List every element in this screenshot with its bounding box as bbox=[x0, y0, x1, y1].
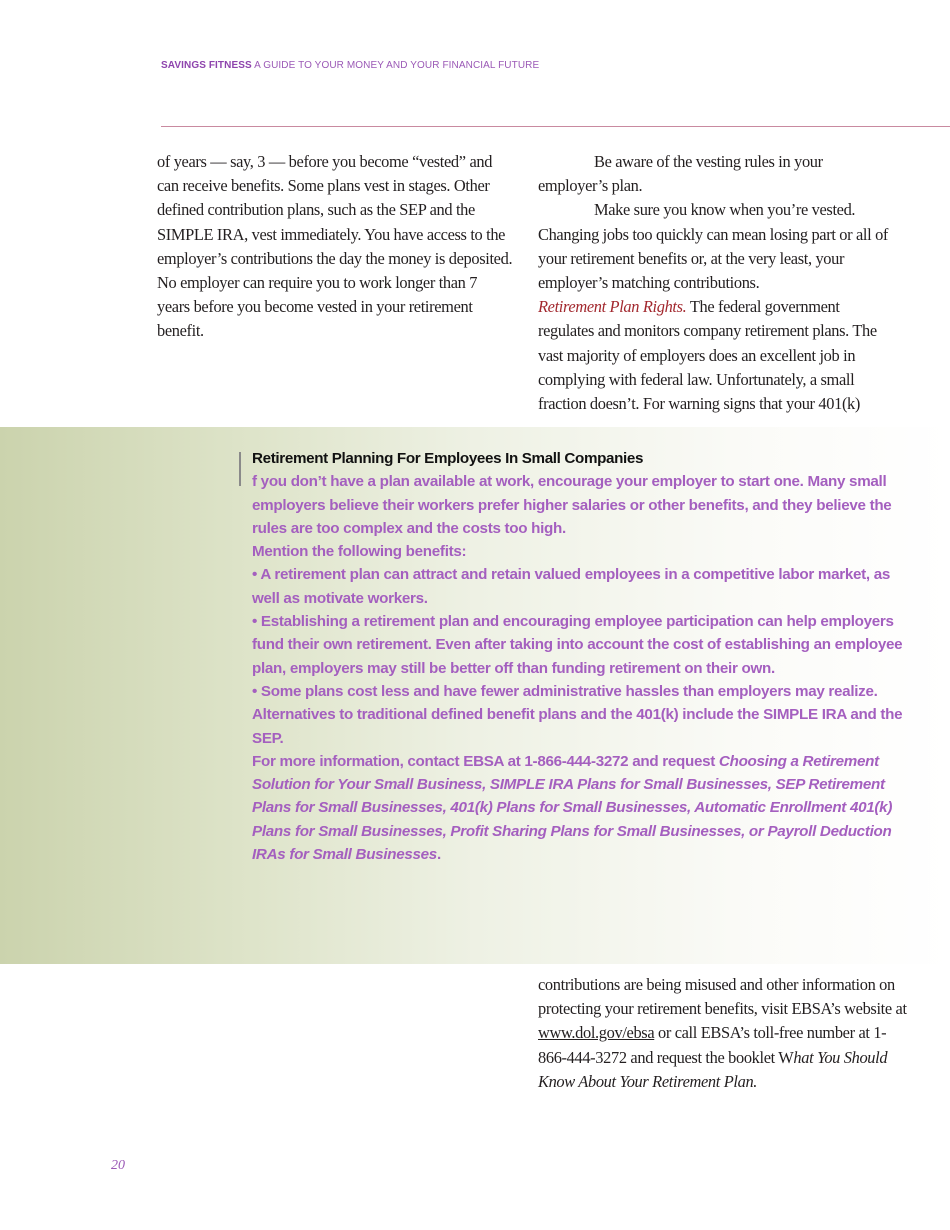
vested-paragraph: Make sure you know when you’re vested. Changing jobs too quickly can mean losing part or all of your retirement benefits or, at the very least, your employer’s matching contributions. bbox=[538, 200, 889, 293]
sidebar-bullet: • Establishing a retirement plan and encouraging employee participation can help employers fund their own retirement. Even after taking into account the cost of establishing an employee plan, employers may still be better off than funding retirement on their own. bbox=[252, 613, 903, 677]
more-info-titles: Choosing a Retirement Solution for Your Small Business, SIMPLE IRA Plans for Small Businesses, SEP Retirement Plans for Small Businesses, 401(k) Plans for Small Businesses, Automatic Enrollment 401(k) Plans for Small Businesses, Profit Sharing Plans for Small Businesses, or Payroll Deduction IRAs for Small Businesses bbox=[252, 752, 893, 864]
header-brand: SAVINGS FITNESS bbox=[161, 60, 252, 71]
sidebar-mention: Mention the following benefits: bbox=[252, 543, 467, 561]
sidebar-intro: f you don’t have a plan available at work, encourage your employer to start one. Many small employers believe their workers prefer higher salaries or other benefits, and they believe the rules are too complex and the costs too high. bbox=[252, 473, 892, 537]
left-column bbox=[157, 150, 513, 344]
sidebar-title: Retirement Planning For Employees In Small Companies bbox=[252, 450, 644, 467]
continued-text-2: or call EBSA’s toll-free number at 1-866-444-3272 and request the booklet W bbox=[538, 1023, 887, 1067]
sidebar-accent-bar bbox=[239, 452, 241, 486]
more-info-suffix: . bbox=[436, 846, 441, 864]
more-info-prefix: For more information, contact EBSA at 1-866-444-3272 and request bbox=[252, 752, 715, 770]
sidebar-bullet: • A retirement plan can attract and retain valued employees in a competitive labor market, as well as motivate workers. bbox=[252, 566, 891, 607]
page-number: 20 bbox=[111, 1158, 125, 1173]
rights-heading: Retirement Plan Rights. bbox=[538, 297, 687, 317]
right-column-continued bbox=[538, 973, 908, 1094]
rights-text: The federal government regulates and monitors company retirement plans. The vast majority of employers does an excellent job in complying with federal law. Unfortunately, a small fraction doesn’t. For warning signs that your 401(k) bbox=[538, 297, 877, 414]
left-paragraph: of years — say, 3 — before you become “vested” and can receive benefits. Some plans vest in stages. Other defined contribution plans, such as the SEP and the SIMPLE IRA, vest immediately. You have access to the employer’s contributions the day the money is deposited. No employer can require you to work longer than 7 years before you become vested in your retirement benefit. bbox=[157, 152, 513, 341]
header-rule bbox=[161, 126, 950, 127]
continued-text: contributions are being misused and other information on protecting your retirement benefits, visit EBSA’s website at bbox=[538, 975, 907, 1019]
ebsa-website-link[interactable]: www.dol.gov/ebsa bbox=[538, 1023, 655, 1043]
header-subtitle: A GUIDE TO YOUR MONEY AND YOUR FINANCIAL FUTURE bbox=[254, 60, 540, 71]
vesting-rules-paragraph: Be aware of the vesting rules in your employer’s plan. bbox=[538, 152, 823, 196]
sidebar-more-info bbox=[252, 750, 912, 866]
booklet-title: hat You Should Know About Your Retirement Plan. bbox=[538, 1047, 888, 1091]
running-header bbox=[161, 60, 539, 71]
sidebar-box bbox=[252, 447, 912, 866]
right-column bbox=[538, 150, 894, 416]
sidebar-bullet: • Some plans cost less and have fewer administrative hassles than employers may realize. Alternatives to traditional defined benefit plans and the 401(k) include the SIMPLE IRA and the SEP. bbox=[252, 682, 903, 747]
continued-paragraph bbox=[538, 973, 908, 1094]
rights-paragraph bbox=[538, 295, 894, 416]
